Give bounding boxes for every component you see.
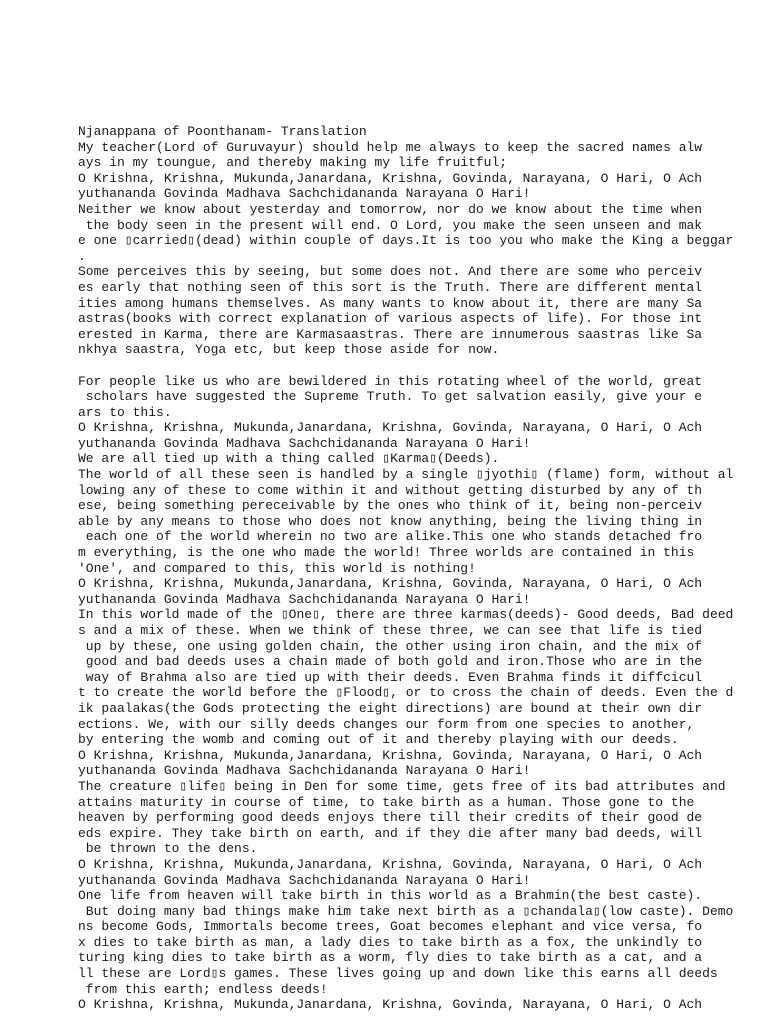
- text-line: yuthananda Govinda Madhava Sachchidananda Narayana O Hari!: [78, 591, 531, 607]
- text-line: astras(books with correct explanation of various aspects of life). For those int: [78, 311, 703, 327]
- text-line: way of Brahma also are tied up with their deeds. Even Brahma finds it diffcicul: [78, 669, 703, 685]
- text-line: lowing any of these to come within it and without getting disturbed by any of th: [78, 482, 703, 498]
- text-line: m everything, is the one who made the world! Three worlds are contained in this: [78, 545, 695, 561]
- text-line: ities among humans themselves. As many wants to know about it, there are many Sa: [78, 295, 703, 311]
- text-line: attains maturity in course of time, to take birth as a human. Those gone to the: [78, 794, 695, 810]
- text-line: yuthananda Govinda Madhava Sachchidananda Narayana O Hari!: [78, 186, 531, 202]
- text-line: good and bad deeds uses a chain made of both gold and iron.Those who are in the: [78, 654, 703, 670]
- text-line: Some perceives this by seeing, but some does not. And there are some who perceiv: [78, 264, 703, 280]
- text-line: ns become Gods, Immortals become trees, Goat becomes elephant and vice versa, fo: [78, 919, 703, 935]
- text-line: For people like us who are bewildered in this rotating wheel of the world, great: [78, 373, 703, 389]
- text-line: ars to this.: [78, 404, 172, 420]
- text-line: My teacher(Lord of Guruvayur) should help me always to keep the sacred names alw: [78, 139, 703, 155]
- text-line: ays in my toungue, and thereby making my life fruitful;: [78, 155, 508, 171]
- text-line: Njanappana of Poonthanam- Translation: [78, 124, 367, 139]
- text-line: One life from heaven will take birth in this world as a Brahmin(the best caste).: [78, 888, 703, 904]
- text-line: The creature ▯life▯ being in Den for some time, gets free of its bad attributes and: [78, 778, 726, 794]
- text-line: yuthananda Govinda Madhava Sachchidananda Narayana O Hari!: [78, 435, 531, 451]
- text-line: .: [78, 248, 86, 264]
- text-line: up by these, one using golden chain, the other using iron chain, and the mix of: [78, 638, 703, 654]
- text-line: yuthananda Govinda Madhava Sachchidananda Narayana O Hari!: [78, 872, 531, 888]
- text-line: [78, 358, 758, 374]
- text-line: Neither we know about yesterday and tomorrow, nor do we know about the time when: [78, 201, 703, 217]
- text-line: s and a mix of these. When we think of these three, we can see that life is tied: [78, 623, 703, 638]
- text-line: scholars have suggested the Supreme Truth. To get salvation easily, give your e: [78, 389, 703, 405]
- document-body: [78, 124, 758, 1013]
- text-line: erested in Karma, there are Karmasaastras. There are innumerous saastras like Sa: [78, 326, 703, 342]
- text-line: ll these are Lord▯s games. These lives going up and down like this earns all deeds: [78, 966, 718, 982]
- text-line: x dies to take birth as man, a lady dies to take birth as a fox, the unkindly to: [78, 934, 703, 950]
- text-line: O Krishna, Krishna, Mukunda,Janardana, Krishna, Govinda, Narayana, O Hari, O Ach: [78, 856, 703, 872]
- text-line: O Krishna, Krishna, Mukunda,Janardana, Krishna, Govinda, Narayana, O Hari, O Ach: [78, 997, 703, 1013]
- text-line: In this world made of the ▯One▯, there are three karmas(deeds)- Good deeds, Bad deed: [78, 607, 734, 623]
- text-line: from this earth; endless deeds!: [78, 981, 328, 997]
- text-line: eds expire. They take birth on earth, and if they die after many bad deeds, will: [78, 825, 703, 841]
- text-line: turing king dies to take birth as a worm, fly dies to take birth as a cat, and a: [78, 950, 703, 966]
- text-line: We are all tied up with a thing called ▯Karma▯(Deeds).: [78, 451, 500, 467]
- text-line: yuthananda Govinda Madhava Sachchidananda Narayana O Hari!: [78, 763, 531, 779]
- text-line: O Krishna, Krishna, Mukunda,Janardana, Krishna, Govinda, Narayana, O Hari, O Ach: [78, 420, 703, 436]
- text-line: heaven by performing good deeds enjoys there till their credits of their good de: [78, 810, 703, 826]
- text-line: be thrown to the dens.: [78, 841, 258, 857]
- text-line: The world of all these seen is handled by a single ▯jyothi▯ (flame) form, without al: [78, 467, 734, 483]
- text-line: But doing many bad things make him take next birth as a ▯chandala▯(low caste). Demo: [78, 903, 734, 919]
- text-line: by entering the womb and coming out of it and thereby playing with our deeds.: [78, 732, 679, 748]
- text-line: ik paalakas(the Gods protecting the eight directions) are bound at their own dir: [78, 700, 703, 716]
- text-line: O Krishna, Krishna, Mukunda,Janardana, Krishna, Govinda, Narayana, O Hari, O Ach: [78, 170, 703, 186]
- text-line: ese, being something pereceivable by the ones who think of it, being non-perceiv: [78, 498, 703, 514]
- text-line: O Krishna, Krishna, Mukunda,Janardana, Krishna, Govinda, Narayana, O Hari, O Ach: [78, 747, 703, 763]
- text-line: nkhya saastra, Yoga etc, but keep those aside for now.: [78, 342, 500, 358]
- text-line: es early that nothing seen of this sort is the Truth. There are different mental: [78, 279, 703, 295]
- text-line: able by any means to those who does not know anything, being the living thing in: [78, 513, 703, 529]
- text-line: t to create the world before the ▯Flood▯, or to cross the chain of deeds. Even the d: [78, 685, 734, 701]
- text-line: each one of the world wherein no two are alike.This one who stands detached fro: [78, 529, 703, 545]
- text-line: e one ▯carried▯(dead) within couple of days.It is too you who make the King a beggar: [78, 233, 734, 249]
- text-line: 'One', and compared to this, this world is nothing!: [78, 560, 476, 576]
- text-line: the body seen in the present will end. O Lord, you make the seen unseen and mak: [78, 217, 703, 233]
- text-line: O Krishna, Krishna, Mukunda,Janardana, Krishna, Govinda, Narayana, O Hari, O Ach: [78, 576, 703, 592]
- text-line: ections. We, with our silly deeds changes our form from one species to another,: [78, 716, 695, 732]
